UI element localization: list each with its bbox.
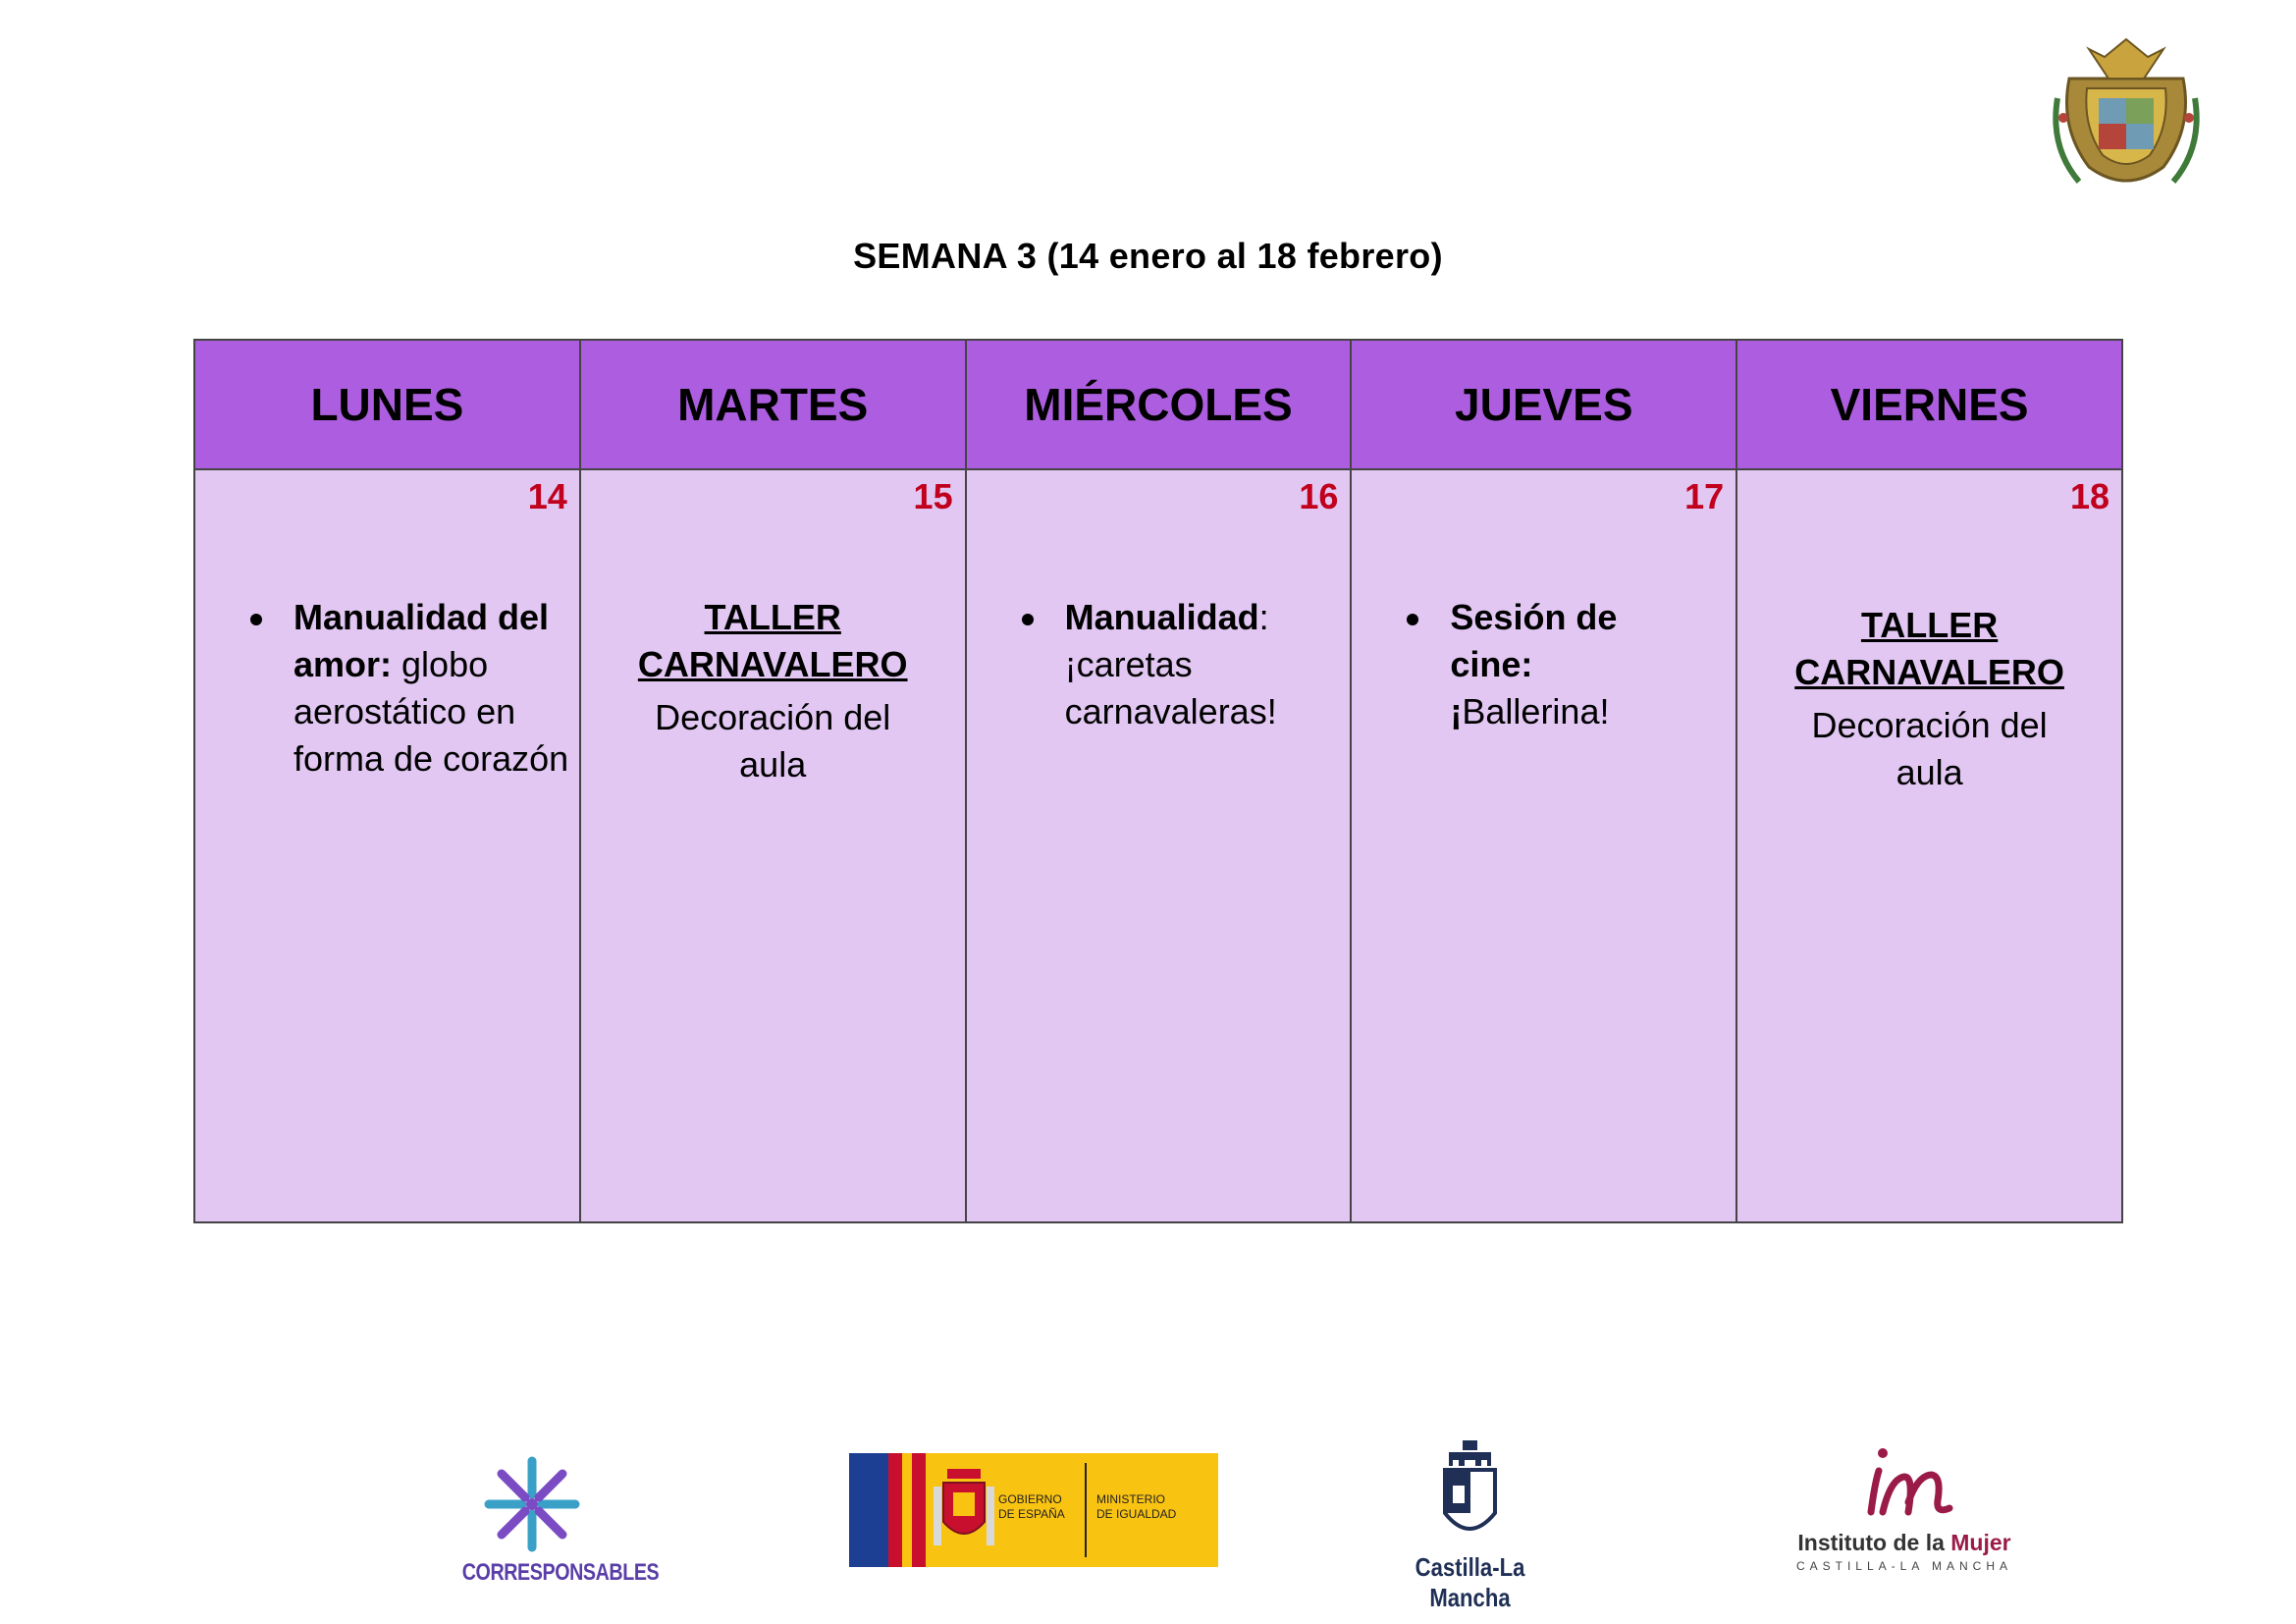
im-label: Instituto de la Mujer [1797,1530,2011,1555]
corresponsables-label: CORRESPONSABLES [461,1559,660,1586]
coat-of-arms-logo [2050,20,2203,196]
bullet-icon [1022,614,1034,625]
activity-text: Ballerina! [1462,691,1610,731]
day-cell-viernes [1736,469,2122,1222]
corresponsables-emblem-icon [447,1453,618,1556]
weekly-schedule-table [193,339,2123,1223]
day-number: 18 [2069,476,2109,516]
castilla-la-mancha-logo [1364,1438,1575,1612]
clm-label: Castilla-La Mancha [1415,1552,1525,1612]
day-number: 16 [1299,476,1339,516]
weekday-header: LUNES [194,340,580,469]
activity-title: Manualidad del amor: [294,597,550,684]
activity-description: Decoración del aula [655,697,891,785]
day-cell-martes [580,469,966,1222]
activity-item [1352,594,1735,735]
activity-item [195,594,579,783]
weekday-header: MARTES [580,340,966,469]
activity-text: globo aerostático en forma de corazón [294,644,569,779]
activity-text: : ¡caretas carnavaleras! [1064,597,1277,731]
activity-heading: TALLER CARNAVALERO [637,597,908,684]
activity-description: Decoración del aula [1811,705,2048,792]
page-title: SEMANA 3 (14 enero al 18 febrero) [853,236,1443,276]
spain-coat-of-arms-icon [930,1461,998,1559]
activity-block [1737,602,2121,796]
clm-castle-icon [1364,1438,1575,1548]
activity-block [581,594,965,788]
weekday-header: MIÉRCOLES [966,340,1352,469]
gobierno-espana-logo [849,1453,1218,1567]
ministerio-label: MINISTERIO DE IGUALDAD [1096,1492,1177,1521]
instituto-mujer-logo [1777,1443,2032,1591]
im-monogram-icon [1777,1443,2032,1528]
eu-flag-icon [849,1453,888,1567]
activity-heading: TALLER CARNAVALERO [1794,605,2064,692]
day-number: 14 [527,476,567,516]
day-cell-jueves [1351,469,1736,1222]
im-sublabel: CASTILLA-LA MANCHA [1795,1559,2013,1573]
day-cell-lunes [194,469,580,1222]
gobierno-label: GOBIERNO DE ESPAÑA [998,1492,1065,1521]
corresponsables-logo [447,1453,660,1596]
activity-title: Sesión de cine: ¡ [1450,597,1618,731]
footer-logos [0,1434,2296,1610]
day-cell-miercoles [966,469,1352,1222]
day-number: 17 [1684,476,1725,516]
weekday-header: VIERNES [1736,340,2122,469]
bullet-icon [250,614,262,625]
weekday-header-row [194,340,2122,469]
activity-item [967,594,1351,735]
day-number: 15 [913,476,953,516]
bullet-icon [1407,614,1418,625]
activities-row [194,469,2122,1222]
activity-title: Manualidad [1064,597,1259,637]
weekday-header: JUEVES [1351,340,1736,469]
